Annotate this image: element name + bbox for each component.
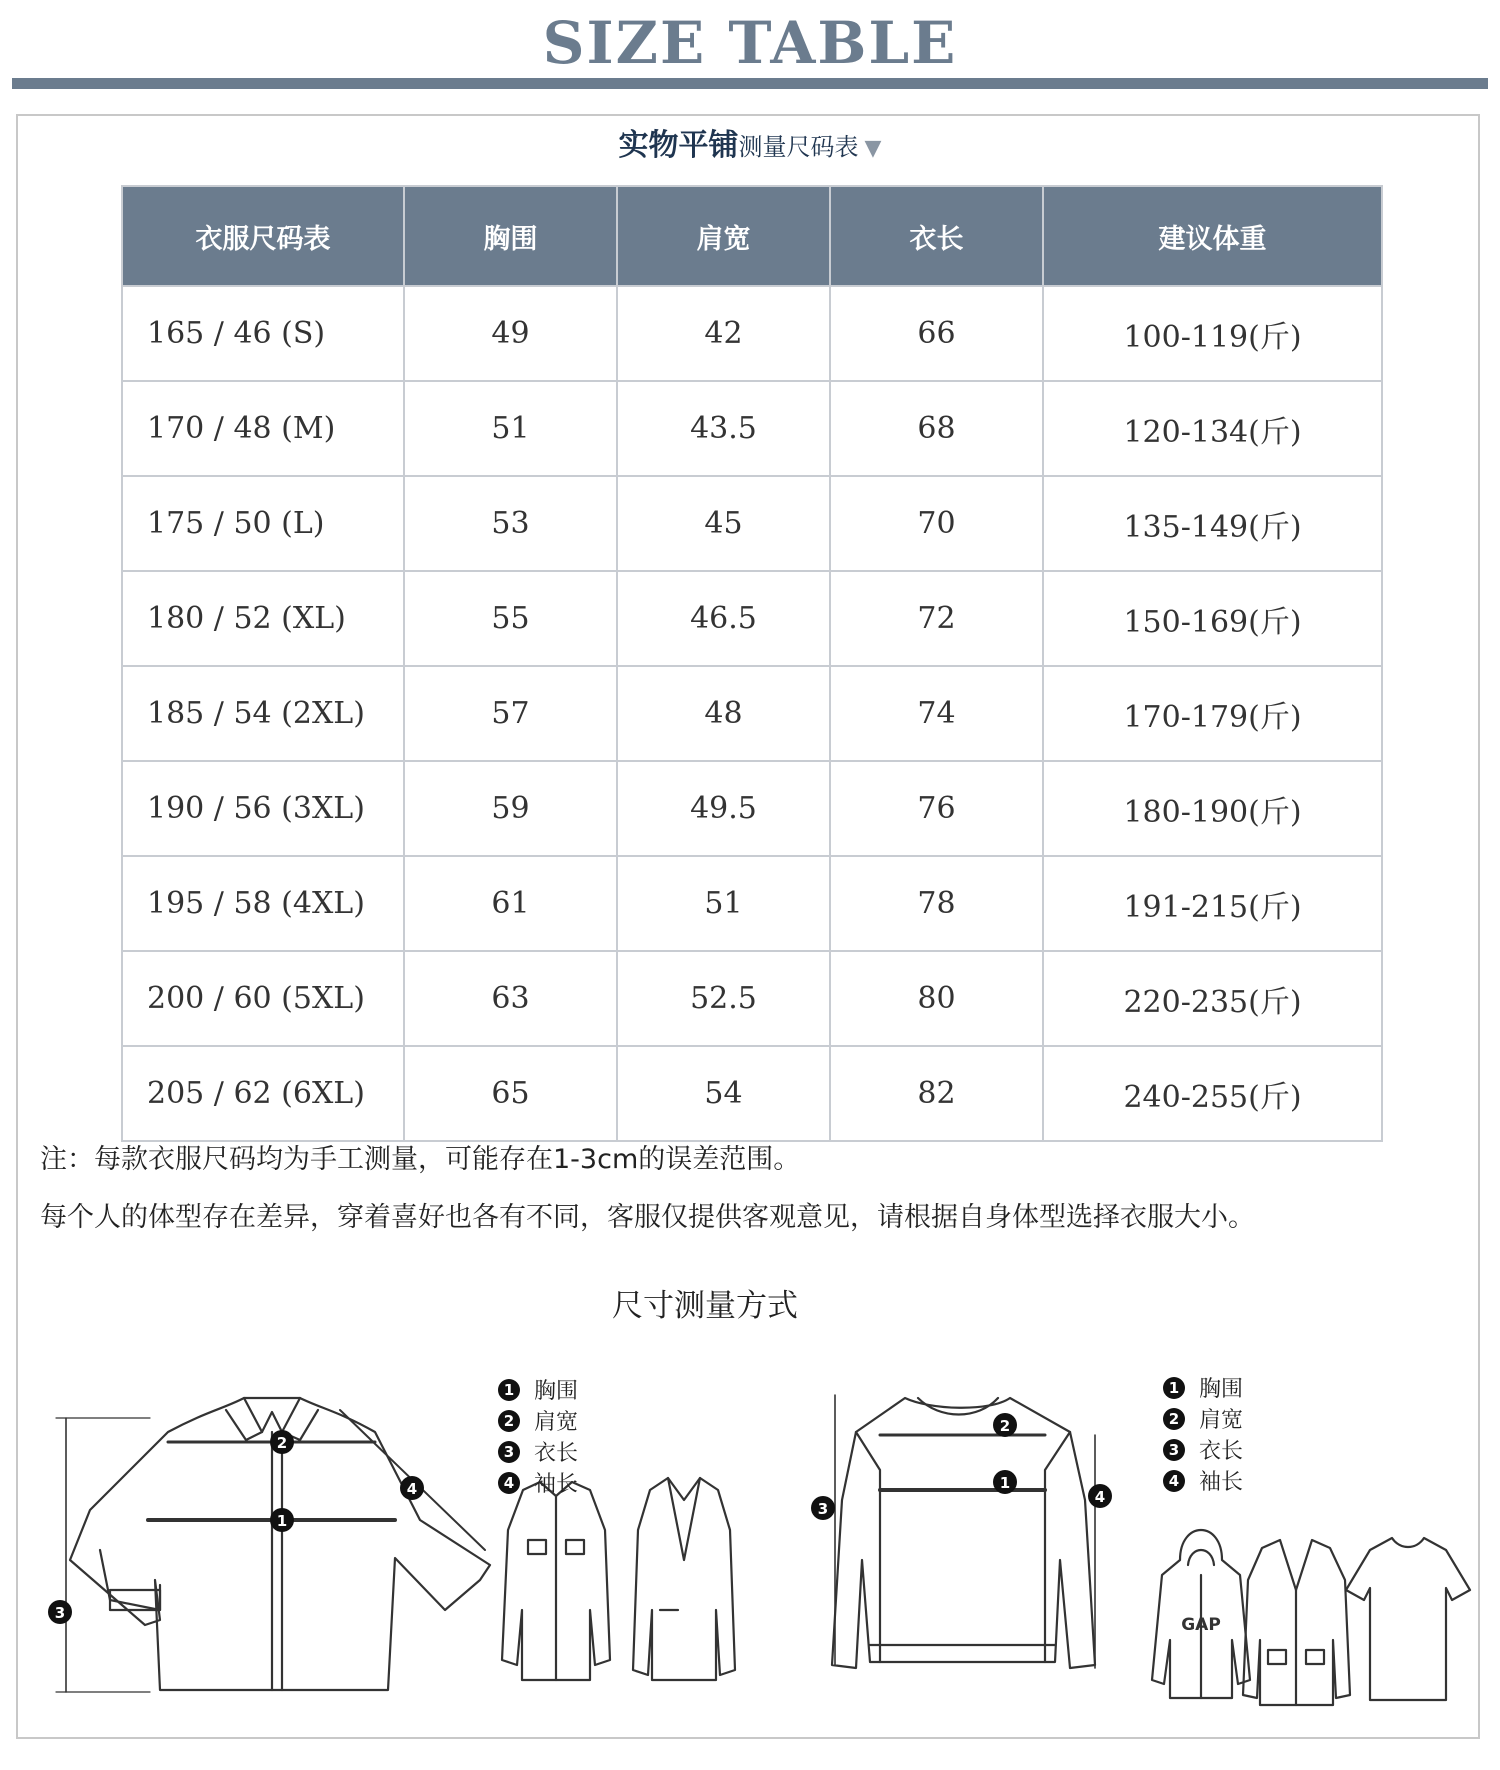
cell-size: 205 / 62 (6XL): [122, 1046, 404, 1141]
cell-shoulder: 54: [617, 1046, 830, 1141]
page-title: SIZE TABLE: [542, 9, 958, 77]
cell-shoulder: 43.5: [617, 381, 830, 476]
svg-text:4: 4: [406, 1480, 418, 1498]
cell-chest: 63: [404, 951, 617, 1046]
cell-size: 175 / 50 (L): [122, 476, 404, 571]
marker-shirt-1-icon: [270, 1508, 294, 1532]
marker-shirt-2-icon: [270, 1430, 294, 1454]
legend-label: 袖长: [1199, 1470, 1244, 1495]
cell-weight: 170-179(斤): [1043, 666, 1382, 761]
legend-left: [498, 1374, 578, 1498]
number-2-icon: 2: [1163, 1408, 1185, 1430]
number-4-icon: 4: [498, 1472, 520, 1494]
legend-label: 胸围: [534, 1379, 579, 1404]
hoodie-illustration-icon: [1152, 1530, 1250, 1698]
marker-sweater-4-icon: [1088, 1484, 1112, 1508]
legend-label: 肩宽: [1199, 1408, 1244, 1433]
legend-item: [1163, 1465, 1243, 1496]
legend-label: 肩宽: [534, 1410, 579, 1435]
marker-sweater-3-icon: [811, 1496, 835, 1520]
legend-item: [1163, 1434, 1243, 1465]
cell-chest: 61: [404, 856, 617, 951]
marker-sweater-1-icon: [993, 1470, 1017, 1494]
col-header-length: 衣长: [830, 186, 1043, 286]
cell-length: 76: [830, 761, 1043, 856]
legend-label: 衣长: [1199, 1439, 1244, 1464]
legend-item: [498, 1436, 578, 1467]
legend-item: [498, 1467, 578, 1498]
col-header-weight: 建议体重: [1043, 186, 1382, 286]
legend-right: [1163, 1372, 1243, 1496]
cell-length: 74: [830, 666, 1043, 761]
number-1-icon: 1: [498, 1379, 520, 1401]
cell-size: 170 / 48 (M): [122, 381, 404, 476]
cell-weight: 100-119(斤): [1043, 286, 1382, 381]
cell-length: 72: [830, 571, 1043, 666]
cell-shoulder: 46.5: [617, 571, 830, 666]
cell-length: 78: [830, 856, 1043, 951]
cell-length: 70: [830, 476, 1043, 571]
legend-item: [1163, 1372, 1243, 1403]
cell-chest: 55: [404, 571, 617, 666]
cell-length: 82: [830, 1046, 1043, 1141]
number-3-icon: 3: [1163, 1439, 1185, 1461]
marker-shirt-4-icon: [400, 1476, 424, 1500]
cell-weight: 191-215(斤): [1043, 856, 1382, 951]
down-triangle-icon: ▼: [864, 136, 882, 161]
cell-chest: 49: [404, 286, 617, 381]
cell-size: 200 / 60 (5XL): [122, 951, 404, 1046]
svg-text:3: 3: [54, 1604, 66, 1622]
marker-sweater-2-icon: [993, 1413, 1017, 1437]
col-header-shoulder: 肩宽: [617, 186, 830, 286]
legend-item: [498, 1405, 578, 1436]
cell-weight: 180-190(斤): [1043, 761, 1382, 856]
jacket-illustration-icon: [502, 1482, 610, 1680]
cell-shoulder: 42: [617, 286, 830, 381]
number-3-icon: 3: [498, 1441, 520, 1463]
cell-shoulder: 51: [617, 856, 830, 951]
cell-chest: 57: [404, 666, 617, 761]
cell-weight: 135-149(斤): [1043, 476, 1382, 571]
cell-shoulder: 45: [617, 476, 830, 571]
cardigan-illustration-icon: [1243, 1540, 1350, 1705]
svg-text:1: 1: [999, 1474, 1011, 1492]
svg-text:3: 3: [817, 1500, 829, 1518]
cell-length: 80: [830, 951, 1043, 1046]
number-2-icon: 2: [498, 1410, 520, 1432]
cell-shoulder: 52.5: [617, 951, 830, 1046]
cell-weight: 220-235(斤): [1043, 951, 1382, 1046]
legend-item: [498, 1374, 578, 1405]
cell-shoulder: 48: [617, 666, 830, 761]
col-header-size: 衣服尺码表: [122, 186, 404, 286]
subtitle-bold: 实物平铺: [618, 128, 739, 163]
legend-label: 胸围: [1199, 1377, 1244, 1402]
cell-size: 195 / 58 (4XL): [122, 856, 404, 951]
cell-weight: 150-169(斤): [1043, 571, 1382, 666]
cell-chest: 51: [404, 381, 617, 476]
cell-length: 68: [830, 381, 1043, 476]
legend-label: 衣长: [534, 1441, 579, 1466]
subtitle-rest: 测量尺码表: [738, 133, 859, 161]
cell-chest: 65: [404, 1046, 617, 1141]
cell-weight: 120-134(斤): [1043, 381, 1382, 476]
legend-label: 袖长: [534, 1472, 579, 1497]
tshirt-illustration-icon: [1346, 1538, 1470, 1700]
number-4-icon: 4: [1163, 1470, 1185, 1492]
cell-size: 185 / 54 (2XL): [122, 666, 404, 761]
cell-chest: 59: [404, 761, 617, 856]
svg-text:2: 2: [999, 1417, 1011, 1435]
marker-shirt-3-icon: [48, 1600, 72, 1624]
svg-text:1: 1: [276, 1512, 288, 1530]
blazer-illustration-icon: [633, 1478, 735, 1680]
note-line-1: 注：每款衣服尺码均为手工测量，可能存在1-3cm的误差范围。: [40, 1144, 801, 1175]
number-1-icon: 1: [1163, 1377, 1185, 1399]
cell-size: 180 / 52 (XL): [122, 571, 404, 666]
cell-size: 165 / 46 (S): [122, 286, 404, 381]
cell-weight: 240-255(斤): [1043, 1046, 1382, 1141]
cell-chest: 53: [404, 476, 617, 571]
svg-text:2: 2: [276, 1434, 288, 1452]
cell-length: 66: [830, 286, 1043, 381]
svg-text:4: 4: [1094, 1488, 1106, 1506]
col-header-chest: 胸围: [404, 186, 617, 286]
hoodie-print-text: GAP: [1181, 1615, 1221, 1635]
sweater-illustration-icon: [832, 1398, 1095, 1668]
legend-item: [1163, 1403, 1243, 1434]
cell-shoulder: 49.5: [617, 761, 830, 856]
measurement-title: 尺寸测量方式: [612, 1288, 798, 1324]
cell-size: 190 / 56 (3XL): [122, 761, 404, 856]
note-line-2: 每个人的体型存在差异，穿着喜好也各有不同，客服仅提供客观意见，请根据自身体型选择衣服大小。: [40, 1202, 1255, 1233]
